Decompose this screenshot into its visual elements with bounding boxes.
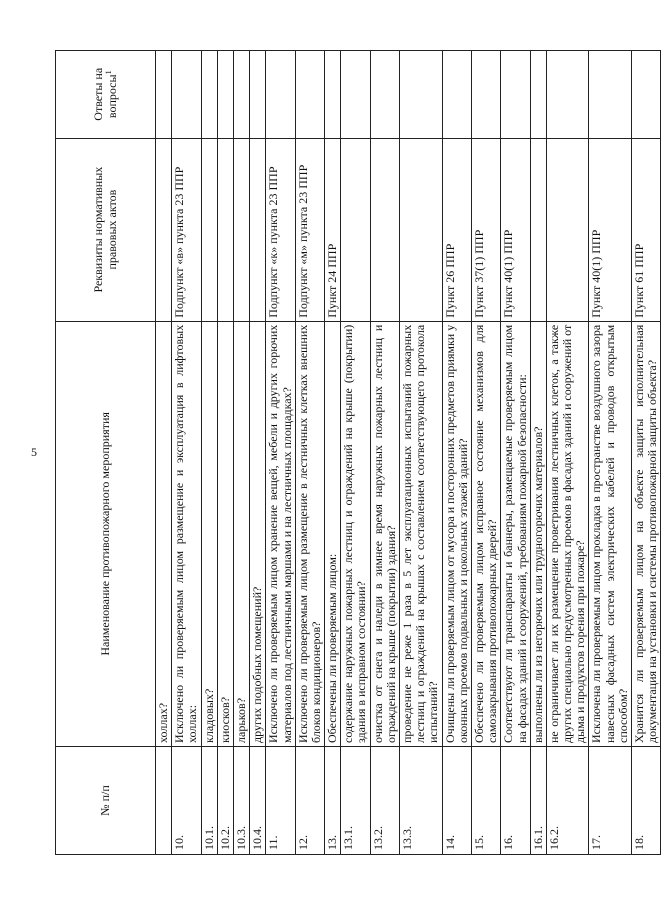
row-requisites: Подпункт «в» пункта 23 ППР <box>172 138 201 321</box>
row-answer <box>501 51 530 139</box>
row-answer <box>156 51 172 139</box>
row-name: не ограничивает ли их размещение проветривания лестничных клеток, а также других специально предусмотренных проемов в фасадах зданий и сооружений от дыма и продуктов горения при пожаре? <box>546 321 589 746</box>
row-name: киосков? <box>217 321 233 746</box>
row-num: 10.2. <box>217 746 233 854</box>
row-requisites: Пункт 61 ППР <box>632 138 661 321</box>
row-num: 13. <box>325 746 341 854</box>
table-row <box>233 51 249 855</box>
table-row <box>530 51 546 855</box>
row-requisites <box>250 138 266 321</box>
table-row <box>471 51 500 855</box>
table-row <box>632 51 661 855</box>
table-row <box>217 51 233 855</box>
row-answer <box>546 51 589 139</box>
row-requisites <box>370 138 399 321</box>
table-row <box>400 51 443 855</box>
row-requisites <box>217 138 233 321</box>
row-answer <box>530 51 546 139</box>
row-answer <box>632 51 661 139</box>
row-name: очистка от снега и наледи в зимнее время наружных пожарных лестниц и ограждений на крыше (покрытии) здания? <box>370 321 399 746</box>
row-requisites: Пункт 40(1) ППР <box>589 138 632 321</box>
row-name: проведение не реже 1 раза в 5 лет эксплуатационных испытаний пожарных лестниц и ограждений на крышах с составлением соответствующего протокола испытаний? <box>400 321 443 746</box>
table-row <box>156 51 172 855</box>
row-requisites: Подпункт «м» пункта 23 ППР <box>295 138 324 321</box>
row-answer <box>471 51 500 139</box>
row-num: 17. <box>589 746 632 854</box>
row-num: 18. <box>632 746 661 854</box>
row-num: 13.3. <box>400 746 443 854</box>
row-requisites <box>400 138 443 321</box>
table-row <box>442 51 471 855</box>
table-row <box>501 51 530 855</box>
table-row <box>266 51 295 855</box>
row-name: Исключено ли проверяемым лицом размещение в лестничных клетках внешних блоков кондиционеров? <box>295 321 324 746</box>
row-requisites: Пункт 37(1) ППР <box>471 138 500 321</box>
table-row <box>325 51 341 855</box>
row-answer <box>400 51 443 139</box>
table-row <box>546 51 589 855</box>
row-answer <box>442 51 471 139</box>
row-name: Исключено ли проверяемым лицом хранение вещей, мебели и других горючих материалов под лестничными маршами и на лестничных площадках? <box>266 321 295 746</box>
header-answers-label: Ответы на вопросы <box>90 67 119 121</box>
table-body <box>156 51 661 855</box>
table-row <box>250 51 266 855</box>
row-answer <box>201 51 217 139</box>
row-requisites <box>156 138 172 321</box>
row-name: других подобных помещений? <box>250 321 266 746</box>
row-num: 13.2. <box>370 746 399 854</box>
row-name: Хранится ли проверяемым лицом на объекте защиты исполнительная документация на установки и системы противопожарной защиты объекта? <box>632 321 661 746</box>
table-row <box>201 51 217 855</box>
row-requisites: Пункт 40(1) ППР <box>501 138 530 321</box>
table-row <box>172 51 201 855</box>
row-answer <box>589 51 632 139</box>
row-answer <box>266 51 295 139</box>
row-name: кладовых? <box>201 321 217 746</box>
row-name: Исключена ли проверяемым лицом прокладка в пространстве воздушного зазора навесных фасадных систем электрических кабелей и проводов открытым способом? <box>589 321 632 746</box>
row-answer <box>172 51 201 139</box>
row-num: 12. <box>295 746 324 854</box>
row-answer <box>370 51 399 139</box>
row-answer <box>295 51 324 139</box>
row-num: 16.1. <box>530 746 546 854</box>
row-num: 10.1. <box>201 746 217 854</box>
row-requisites <box>201 138 217 321</box>
page-number: 5 <box>31 445 37 459</box>
row-requisites <box>530 138 546 321</box>
row-num: 13.1. <box>341 746 370 854</box>
row-requisites <box>341 138 370 321</box>
row-name: Соответствуют ли транспаранты и баннеры, размещаемые проверяемым лицом на фасадах зданий и сооружений, требованиям пожарной безопасности: <box>501 321 530 746</box>
row-requisites: Пункт 26 ППР <box>442 138 471 321</box>
table-row <box>370 51 399 855</box>
row-name: ларьков? <box>233 321 249 746</box>
row-requisites <box>233 138 249 321</box>
table-row <box>295 51 324 855</box>
row-answer <box>341 51 370 139</box>
row-num: 14. <box>442 746 471 854</box>
row-name: холлах? <box>156 321 172 746</box>
header-answers <box>56 51 156 139</box>
row-num: 10.4. <box>250 746 266 854</box>
table-row <box>341 51 370 855</box>
row-answer <box>250 51 266 139</box>
row-name: Обеспечено ли проверяемым лицом исправное состояние механизмов для самозакрывания противопожарных дверей? <box>471 321 500 746</box>
row-num: 15. <box>471 746 500 854</box>
row-num: 16.2. <box>546 746 589 854</box>
table-row <box>589 51 632 855</box>
checklist-table-rotated <box>55 50 660 855</box>
row-num: 10.3. <box>233 746 249 854</box>
header-num: № п/п <box>56 746 156 854</box>
row-requisites: Подпункт «к» пункта 23 ППР <box>266 138 295 321</box>
row-requisites <box>546 138 589 321</box>
header-name: Наименование противопожарного мероприятия <box>56 321 156 746</box>
row-name: Очищены ли проверяемым лицом от мусора и посторонних предметов приямки у оконных проемов подвальных и цокольных этажей зданий? <box>442 321 471 746</box>
row-num <box>156 746 172 854</box>
row-answer <box>217 51 233 139</box>
row-requisites: Пункт 24 ППР <box>325 138 341 321</box>
footnote-mark: 1 <box>104 70 113 75</box>
row-name: Исключено ли проверяемым лицом размещение и эксплуатация в лифтовых холлах: <box>172 321 201 746</box>
row-answer <box>233 51 249 139</box>
row-name: Обеспечены ли проверяемым лицом: <box>325 321 341 746</box>
row-num: 10. <box>172 746 201 854</box>
row-num: 11. <box>266 746 295 854</box>
row-name: выполнены ли из негорючих или трудногорючих материалов? <box>530 321 546 746</box>
header-requisites: Реквизиты нормативных правовых актов <box>56 138 156 321</box>
row-answer <box>325 51 341 139</box>
row-num: 16. <box>501 746 530 854</box>
checklist-table <box>55 50 661 855</box>
row-name: содержание наружных пожарных лестниц и ограждений на крыше (покрытии) здания в исправном состоянии? <box>341 321 370 746</box>
